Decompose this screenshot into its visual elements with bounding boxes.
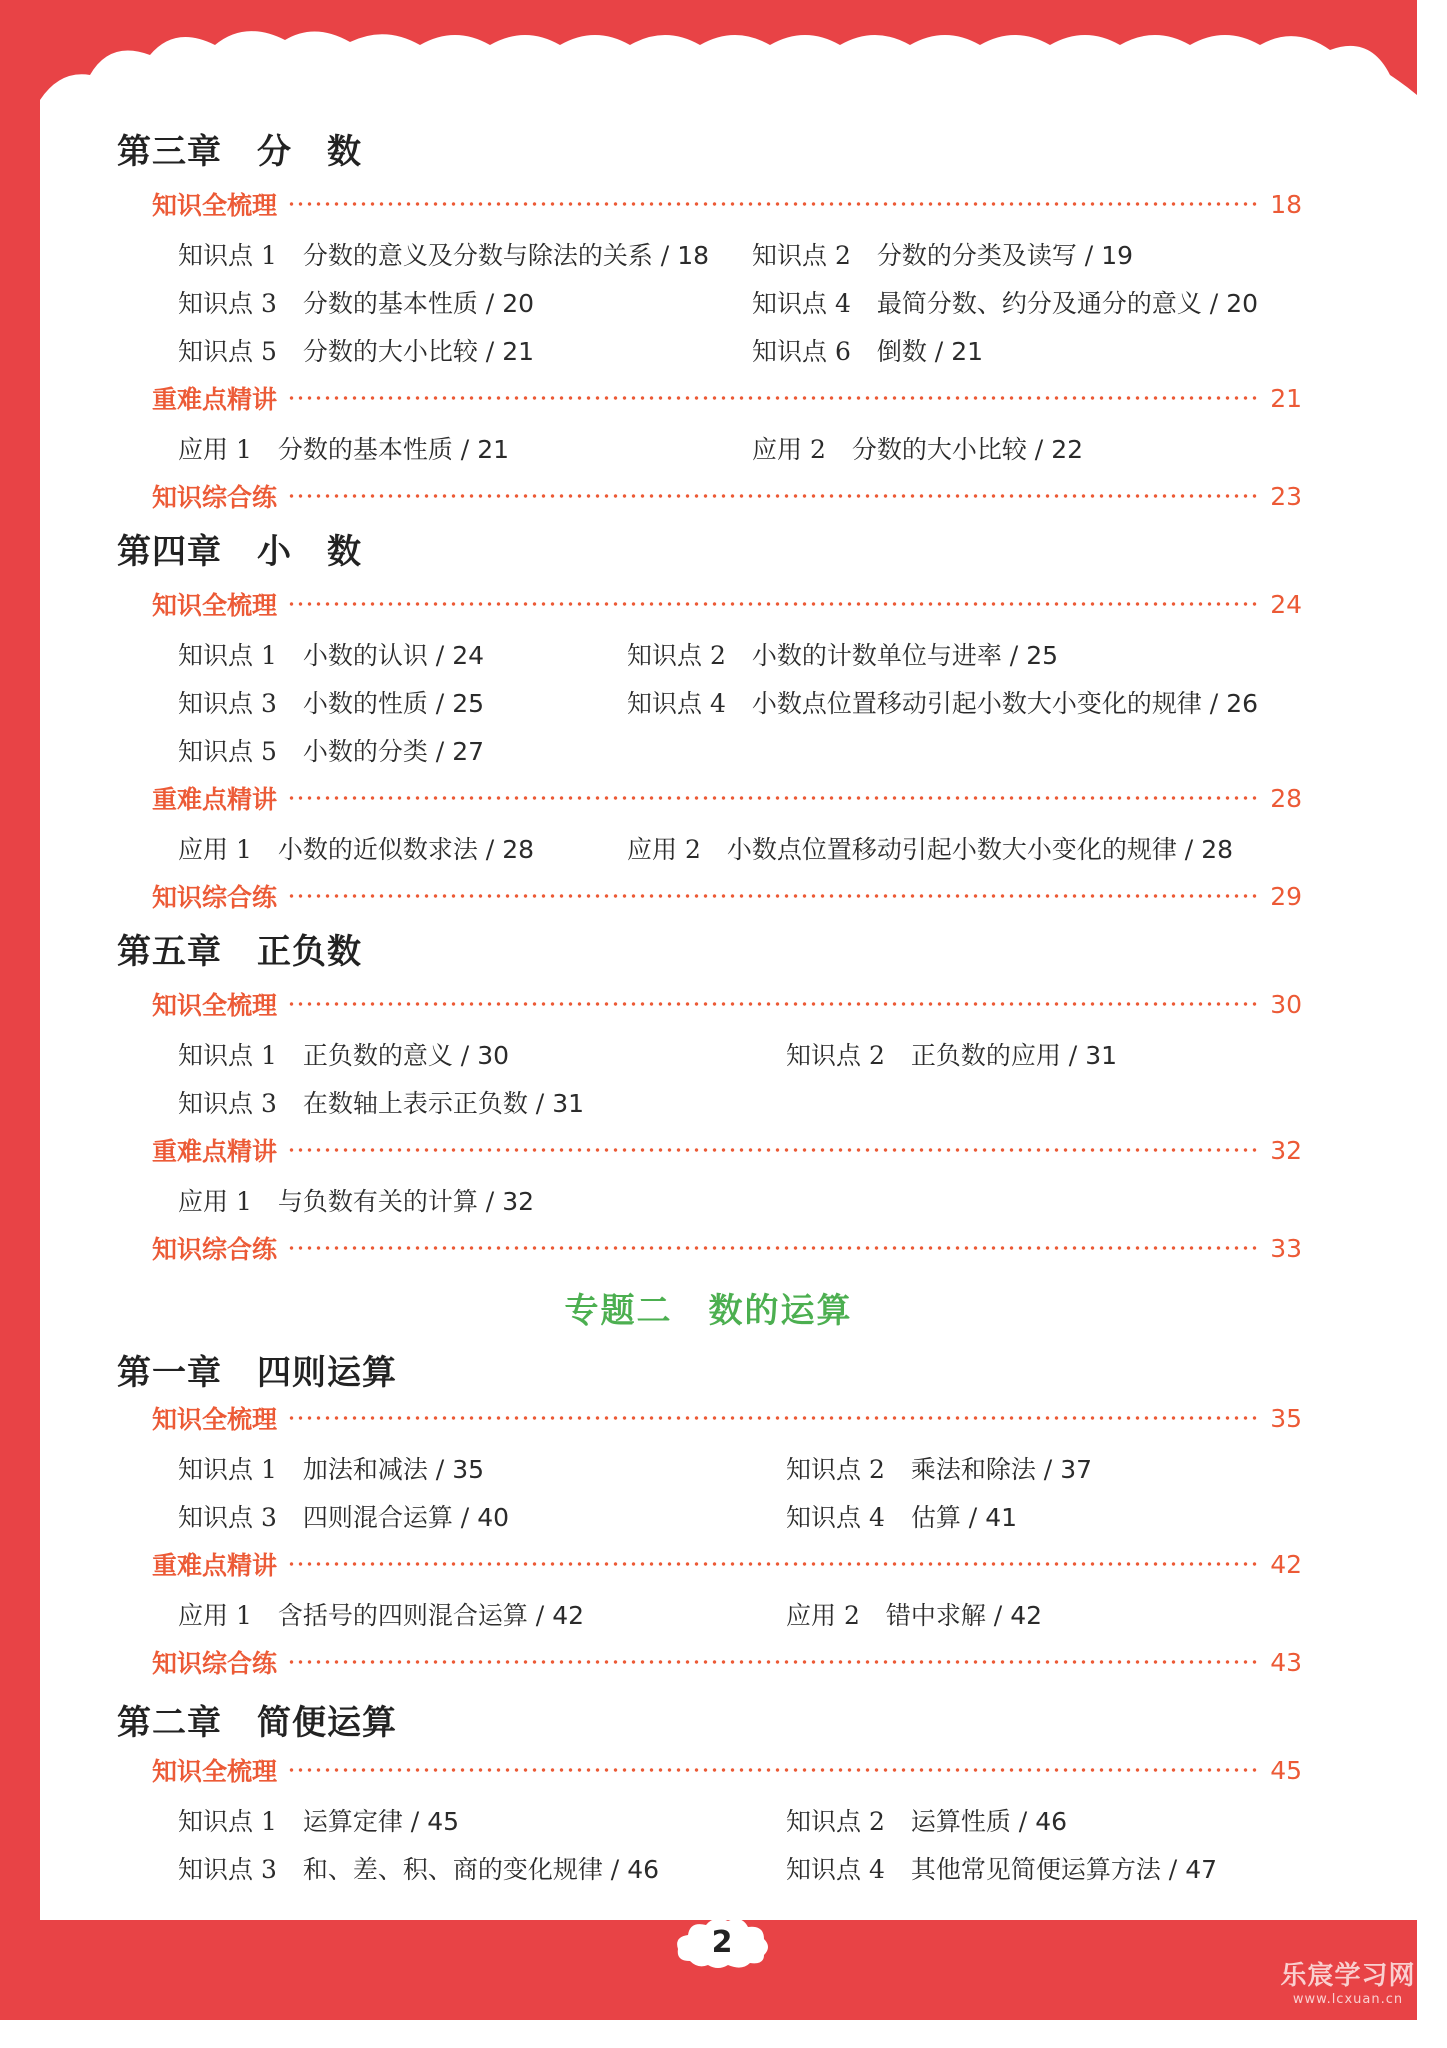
item-text: 小数的计数单位与进率 / (751, 641, 1027, 670)
page-bottom-edge (0, 2020, 1447, 2048)
section-row[interactable] (152, 1752, 1302, 1788)
toc-item[interactable] (786, 1498, 1017, 1534)
item-label: 知识点 2 (627, 641, 726, 670)
toc-item[interactable] (178, 830, 534, 866)
toc-item[interactable] (752, 332, 983, 368)
toc-item[interactable] (752, 430, 1083, 466)
item-page: 30 (477, 1041, 509, 1070)
dot-leader (287, 1660, 1260, 1664)
item-page: 27 (452, 737, 484, 766)
item-page: 20 (1226, 289, 1258, 318)
item-label: 应用 2 (627, 835, 701, 864)
section-label: 重难点精讲 (152, 1551, 278, 1580)
toc-item[interactable] (786, 1450, 1092, 1486)
item-text: 分数的基本性质 / (277, 435, 478, 464)
item-text: 和、差、积、商的变化规律 / (302, 1855, 628, 1884)
item-page: 40 (477, 1503, 509, 1532)
dot-leader (287, 494, 1260, 498)
section-row[interactable] (152, 1546, 1302, 1582)
section-label: 知识全梳理 (152, 1757, 278, 1786)
item-page: 46 (627, 1855, 659, 1884)
section-label: 知识综合练 (152, 883, 278, 912)
dot-leader (287, 796, 1260, 800)
toc-item[interactable] (178, 1450, 484, 1486)
section-row[interactable] (152, 380, 1302, 416)
item-page: 28 (1201, 835, 1233, 864)
item-label: 知识点 1 (178, 1807, 277, 1836)
item-text: 与负数有关的计算 / (277, 1187, 503, 1216)
section-row[interactable] (152, 1400, 1302, 1436)
section-label: 重难点精讲 (152, 1137, 278, 1166)
item-page: 47 (1185, 1855, 1217, 1884)
chapter-title: 第五章 正负数 (117, 932, 362, 972)
item-text: 加法和减法 / (302, 1455, 453, 1484)
item-label: 知识点 3 (178, 1503, 277, 1532)
section-row[interactable] (152, 186, 1302, 222)
section-page: 35 (1270, 1403, 1302, 1433)
item-text: 其他常见简便运算方法 / (910, 1855, 1186, 1884)
section-page: 23 (1270, 481, 1302, 511)
section-row[interactable] (152, 780, 1302, 816)
item-text: 错中求解 / (885, 1601, 1011, 1630)
item-text: 含括号的四则混合运算 / (277, 1601, 553, 1630)
item-label: 知识点 2 (786, 1455, 885, 1484)
section-row[interactable] (152, 478, 1302, 514)
dot-leader (287, 1768, 1260, 1772)
section-page: 30 (1270, 989, 1302, 1019)
dot-leader (287, 1416, 1260, 1420)
item-label: 知识点 3 (178, 689, 277, 718)
toc-item[interactable] (178, 1802, 459, 1838)
item-page: 41 (985, 1503, 1017, 1532)
item-page: 20 (502, 289, 534, 318)
item-label: 知识点 2 (786, 1807, 885, 1836)
item-page: 37 (1060, 1455, 1092, 1484)
item-text: 分数的大小比较 / (851, 435, 1052, 464)
item-label: 知识点 6 (752, 337, 851, 366)
item-text: 运算性质 / (910, 1807, 1036, 1836)
item-page: 21 (477, 435, 509, 464)
item-text: 小数的认识 / (302, 641, 453, 670)
item-text: 分数的基本性质 / (302, 289, 503, 318)
section-label: 知识全梳理 (152, 591, 278, 620)
toc-item[interactable] (178, 636, 484, 672)
item-text: 在数轴上表示正负数 / (302, 1089, 553, 1118)
item-label: 知识点 3 (178, 1855, 277, 1884)
item-page: 22 (1051, 435, 1083, 464)
item-page: 25 (452, 689, 484, 718)
item-page: 18 (677, 241, 709, 270)
dot-leader (287, 1002, 1260, 1006)
toc-item[interactable] (786, 1850, 1217, 1886)
toc-item[interactable] (786, 1036, 1117, 1072)
item-label: 知识点 5 (178, 337, 277, 366)
dot-leader (287, 396, 1260, 400)
dot-leader (287, 1148, 1260, 1152)
dot-leader (287, 602, 1260, 606)
item-label: 知识点 5 (178, 737, 277, 766)
item-page: 25 (1026, 641, 1058, 670)
toc-item[interactable] (752, 284, 1258, 320)
item-text: 小数点位置移动引起小数大小变化的规律 / (726, 835, 1202, 864)
dot-leader (287, 202, 1260, 206)
section-label: 知识全梳理 (152, 991, 278, 1020)
section-page: 18 (1270, 189, 1302, 219)
chapter-title: 第一章 四则运算 (117, 1353, 397, 1393)
chapter-title: 第四章 小 数 (117, 532, 362, 572)
item-label: 知识点 1 (178, 1455, 277, 1484)
item-text: 小数的近似数求法 / (277, 835, 503, 864)
toc-item[interactable] (178, 684, 484, 720)
item-label: 应用 1 (178, 1187, 252, 1216)
section-label: 知识综合练 (152, 1649, 278, 1678)
section-page: 32 (1270, 1135, 1302, 1165)
item-text: 正负数的应用 / (910, 1041, 1086, 1070)
dot-leader (287, 894, 1260, 898)
item-text: 分数的意义及分数与除法的关系 / (302, 241, 678, 270)
item-text: 小数点位置移动引起小数大小变化的规律 / (751, 689, 1227, 718)
watermark-title: 乐宸学习网 (1280, 1961, 1416, 1991)
section-label: 知识综合练 (152, 483, 278, 512)
item-text: 小数的性质 / (302, 689, 453, 718)
section-page: 29 (1270, 881, 1302, 911)
item-text: 正负数的意义 / (302, 1041, 478, 1070)
item-page: 32 (502, 1187, 534, 1216)
section-page: 45 (1270, 1755, 1302, 1785)
toc-item[interactable] (178, 1850, 659, 1886)
item-page: 31 (1085, 1041, 1117, 1070)
toc-item[interactable] (178, 284, 534, 320)
toc-item[interactable] (786, 1596, 1042, 1632)
section-page: 28 (1270, 783, 1302, 813)
toc-item[interactable] (178, 236, 709, 272)
item-page: 19 (1101, 241, 1133, 270)
page-number: 2 (711, 1925, 733, 1960)
toc-item[interactable] (178, 1498, 509, 1534)
chapter-title: 第二章 简便运算 (117, 1703, 397, 1743)
item-label: 应用 1 (178, 835, 252, 864)
item-text: 分数的分类及读写 / (876, 241, 1102, 270)
item-text: 乘法和除法 / (910, 1455, 1061, 1484)
section-page: 42 (1270, 1549, 1302, 1579)
toc-item[interactable] (627, 684, 1258, 720)
chapter-title: 第三章 分 数 (117, 132, 362, 172)
toc-item[interactable] (178, 1182, 534, 1218)
item-page: 28 (502, 835, 534, 864)
section-page: 43 (1270, 1647, 1302, 1677)
toc-item[interactable] (627, 636, 1058, 672)
item-page: 45 (427, 1807, 459, 1836)
item-label: 知识点 4 (786, 1855, 885, 1884)
section-row[interactable] (152, 1230, 1302, 1266)
section-label: 知识综合练 (152, 1235, 278, 1264)
item-label: 知识点 4 (752, 289, 851, 318)
dot-leader (287, 1246, 1260, 1250)
toc-item[interactable] (627, 830, 1233, 866)
item-page: 31 (552, 1089, 584, 1118)
item-label: 应用 1 (178, 435, 252, 464)
item-page: 21 (502, 337, 534, 366)
item-text: 最简分数、约分及通分的意义 / (876, 289, 1227, 318)
item-label: 知识点 4 (786, 1503, 885, 1532)
dot-leader (287, 1562, 1260, 1566)
item-label: 知识点 1 (178, 641, 277, 670)
section-page: 21 (1270, 383, 1302, 413)
section-row[interactable] (152, 986, 1302, 1022)
toc-item[interactable] (178, 1036, 509, 1072)
item-page: 26 (1226, 689, 1258, 718)
section-page: 33 (1270, 1233, 1302, 1263)
section-row[interactable] (152, 586, 1302, 622)
item-text: 小数的分类 / (302, 737, 453, 766)
special-topic-title: 专题二 数的运算 (564, 1291, 853, 1331)
toc-item[interactable] (786, 1802, 1067, 1838)
page-edge (1417, 0, 1447, 2048)
item-text: 四则混合运算 / (302, 1503, 478, 1532)
section-row[interactable] (152, 878, 1302, 914)
item-page: 42 (552, 1601, 584, 1630)
item-label: 知识点 3 (178, 289, 277, 318)
item-label: 知识点 2 (786, 1041, 885, 1070)
item-text: 分数的大小比较 / (302, 337, 503, 366)
item-page: 21 (951, 337, 983, 366)
item-text: 运算定律 / (302, 1807, 428, 1836)
section-label: 重难点精讲 (152, 785, 278, 814)
item-page: 42 (1010, 1601, 1042, 1630)
item-label: 应用 2 (786, 1601, 860, 1630)
item-label: 知识点 2 (752, 241, 851, 270)
item-label: 应用 1 (178, 1601, 252, 1630)
item-label: 知识点 3 (178, 1089, 277, 1118)
item-label: 应用 2 (752, 435, 826, 464)
section-page: 24 (1270, 589, 1302, 619)
section-label: 知识全梳理 (152, 1405, 278, 1434)
item-label: 知识点 1 (178, 1041, 277, 1070)
section-row[interactable] (152, 1644, 1302, 1680)
item-label: 知识点 4 (627, 689, 726, 718)
toc-item[interactable] (178, 1084, 584, 1120)
watermark-url: www.lcxuan.cn (1292, 1992, 1404, 2007)
watermark (1268, 1955, 1428, 2007)
section-label: 知识全梳理 (152, 191, 278, 220)
toc-item[interactable] (752, 236, 1133, 272)
toc-item[interactable] (178, 332, 534, 368)
item-page: 35 (452, 1455, 484, 1484)
item-page: 46 (1035, 1807, 1067, 1836)
toc-item[interactable] (178, 732, 484, 768)
item-text: 估算 / (910, 1503, 986, 1532)
item-page: 24 (452, 641, 484, 670)
toc-item[interactable] (178, 430, 509, 466)
toc-item[interactable] (178, 1596, 584, 1632)
item-text: 倒数 / (876, 337, 952, 366)
section-label: 重难点精讲 (152, 385, 278, 414)
section-row[interactable] (152, 1132, 1302, 1168)
item-label: 知识点 1 (178, 241, 277, 270)
